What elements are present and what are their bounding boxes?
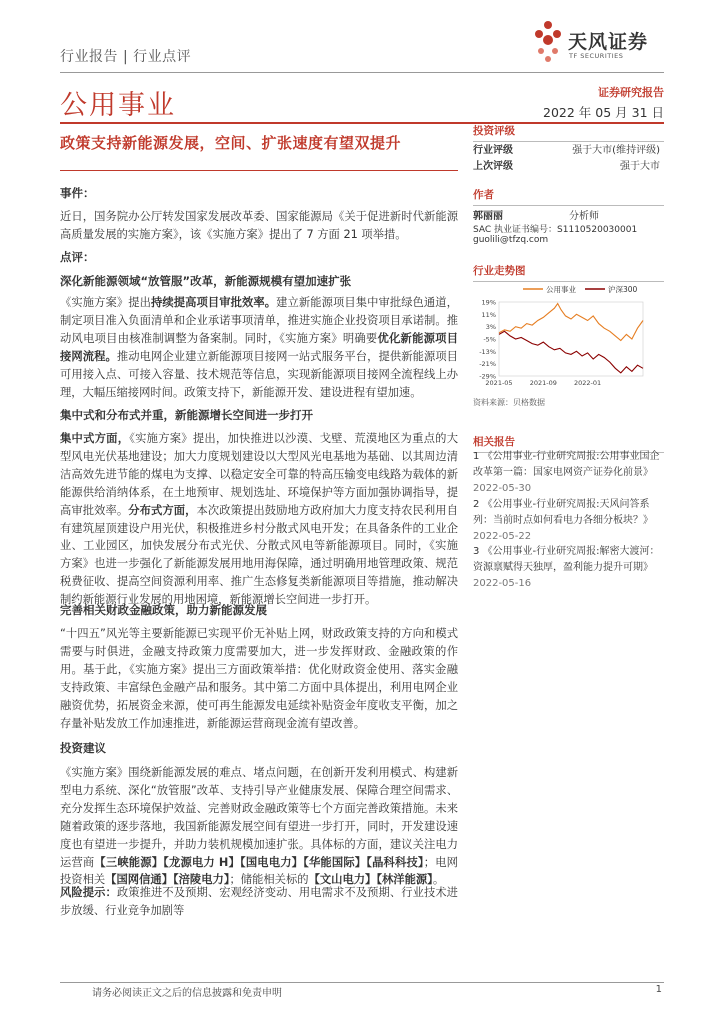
y-tick-label: -5% xyxy=(483,335,496,344)
chart-source: 资料来源：贝格数据 xyxy=(473,398,545,407)
related-report-1[interactable]: 1 《公用事业-行业研究周报:公用事业国企改革第一篇：国家电网资产证券化前景》 2022-05-30 xyxy=(473,451,660,494)
author-heading: 作者 xyxy=(473,187,664,206)
legend-csi300: 沪深300 xyxy=(608,285,638,294)
section-1-text: 《实施方案》提出持续提高项目审批效率。建立新能源项目集中审批绿色通道，制定项目准入负面清单和企业承诺事项清单，推进实施企业投资项目承诺制。推动风电项目由核准制调整为备案制。同时，《实施方案》明确要优化新能源项目接网流程。推动电网企业建立新能源项目接网一站式服务平台，提供新能源项目可用接入点、可接入容量、技术规范等信息，实现新能源项目接网全流程线上办理，大幅压缩接网时间。政策支持下，新能源开发、建设进程有望加速。 xyxy=(60,296,458,399)
related-report-2[interactable]: 2 《公用事业-行业研究周报:天风问答系列：当前时点如何看电力各细分板块？》 2022-05-22 xyxy=(473,498,653,542)
related-heading: 相关报告 xyxy=(473,434,664,453)
section-4-heading: 投资建议 xyxy=(60,741,106,755)
y-tick-label: 19% xyxy=(481,298,496,307)
y-tick-label: -21% xyxy=(479,360,496,369)
header-divider xyxy=(60,72,664,73)
section-2-text: 集中式方面，《实施方案》提出，加快推进以沙漠、戈壁、荒漠地区为重点的大型风电光伏基地建设；加大力度规划建设以大型风光电基地为基础、以其周边清洁高效先进节能的煤电为支撑、以稳定安全可靠的特高压输变电线路为载体的新能源供给消纳体系，在土地预审、规划选址、环境保护等方面加强协调指导，提高审批效率。分布式方面，本次政策提出鼓励地方政府加大力度支持农民利用自有建筑屋顶建设户用光伏，积极推进乡村分散式风电开发；在具备条件的工业企业、工业园区，加快发展分布式光伏、分散式风电等新能源项目。同时，《实施方案》也进一步强化了新能源发展用地用海保障，通过明确用地管理政策、规范税费征收、提高空间资源利用率、推广生态修复类新能源项目等措施，推动解决制约新能源行业发展的用地困境，新能源增长空间进一步打开。 xyxy=(60,432,458,607)
comment-heading: 点评： xyxy=(60,250,95,264)
section-3-heading: 完善相关财政金融政策，助力新能源发展 xyxy=(60,603,267,617)
logo-english: TF SECURITIES xyxy=(569,52,624,60)
rating-heading: 投资评级 xyxy=(473,123,664,142)
event-heading: 事件： xyxy=(60,186,95,200)
section-2-heading: 集中式和分布式并重，新能源增长空间进一步打开 xyxy=(60,408,313,422)
report-type: 证券研究报告 xyxy=(598,86,664,99)
previous-rating-row: 上次评级 强于大市 xyxy=(473,161,660,172)
x-tick-label: 2022-01 xyxy=(574,379,602,387)
rating-row: 行业评级 强于大市(维持评级) xyxy=(473,145,660,156)
headline-rule xyxy=(60,170,458,171)
y-tick-label: 11% xyxy=(481,310,496,319)
x-tick-label: 2021-05 xyxy=(485,379,513,387)
related-list xyxy=(473,449,664,592)
report-category: 行业报告 | 行业点评 xyxy=(60,49,192,65)
risk-warning: 风险提示：政策推进不及预期、宏观经济变动、用电需求不及预期、行业技术进步放缓、行业竞争加剧等 xyxy=(60,886,458,917)
legend-utilities: 公用事业 xyxy=(546,285,576,294)
tf-logo-icon xyxy=(532,18,566,66)
logo-text: 天风证券 xyxy=(568,31,649,53)
trend-chart xyxy=(473,282,664,394)
trend-heading: 行业走势图 xyxy=(473,263,664,282)
y-tick-label: 3% xyxy=(485,323,496,332)
series-line-csi300 xyxy=(499,331,643,373)
author-row: 郭丽丽 分析师 xyxy=(473,211,599,222)
section-1-heading: 深化新能源领域“放管服”改革，新能源规模有望加速扩张 xyxy=(60,274,352,288)
footer-divider xyxy=(60,982,664,983)
section-4-text: 《实施方案》围绕新能源发展的难点、堵点问题，在创新开发利用模式、构建新型电力系统、深化“放管服”改革、支持引导产业健康发展、保障合理空间需求、充分发挥生态环境保护效益、完善财政金融政策等七个方面完善政策措施。未来随着政策的逐步落地，我国新能源发展空间有望进一步打开，同时，开发建设速度也有望进一步提升，并助力装机规模加速扩张。具体标的方面，建议关注电力运营商【三峡能源】【龙源电力 H】【国电电力】【华能国际】【晶科科技】；电网投资相关【国网信通】【涪陵电力】；储能相关标的【文山电力】【林洋能源】。 xyxy=(60,766,458,887)
y-tick-label: -29% xyxy=(479,372,496,381)
footer-disclaimer: 请务必阅读正文之后的信息披露和免责申明 xyxy=(92,988,282,999)
plot-frame xyxy=(499,302,643,376)
related-report-3[interactable]: 3 《公用事业-行业研究周报:解密大渡河：资源禀赋得天独厚，盈利能力提升可期》 2022-05-16 xyxy=(473,546,660,590)
series-line-utilities xyxy=(499,304,643,341)
author-email[interactable]: guolili@tfzq.com xyxy=(473,235,549,245)
section-3-text: “十四五”风光等主要新能源已实现平价无补贴上网，财政政策支持的方向和模式需要与时俱进，金融支持政策力度需要加大，进一步发挥财政、金融政策的作用。基于此，《实施方案》提出三方面政策举措：优化财政资金使用、落实金融支持政策、丰富绿色金融产品和服务。其中第二方面中具体提出，利用电网企业融资优势，拓展资金来源，使可再生能源发电延续补贴资金年度收支平衡，加之存量补贴发放工作加速推进，新能源运营商现金流有望改善。 xyxy=(60,627,458,730)
event-text: 近日，国务院办公厅转发国家发展改革委、国家能源局《关于促进新时代新能源高质量发展的实施方案》，该《实施方案》提出了 7 方面 21 项举措。 xyxy=(60,210,458,241)
headline: 政策支持新能源发展，空间、扩张速度有望双提升 xyxy=(60,134,402,152)
x-tick-label: 2021-09 xyxy=(529,379,557,387)
page-number: 1 xyxy=(655,984,662,995)
author-sac: SAC 执业证书编号：S1110520030001 xyxy=(473,225,638,235)
report-date: 2022 年 05 月 31 日 xyxy=(543,105,664,120)
y-tick-label: -13% xyxy=(479,347,496,356)
industry-title: 公用事业 xyxy=(60,90,176,121)
